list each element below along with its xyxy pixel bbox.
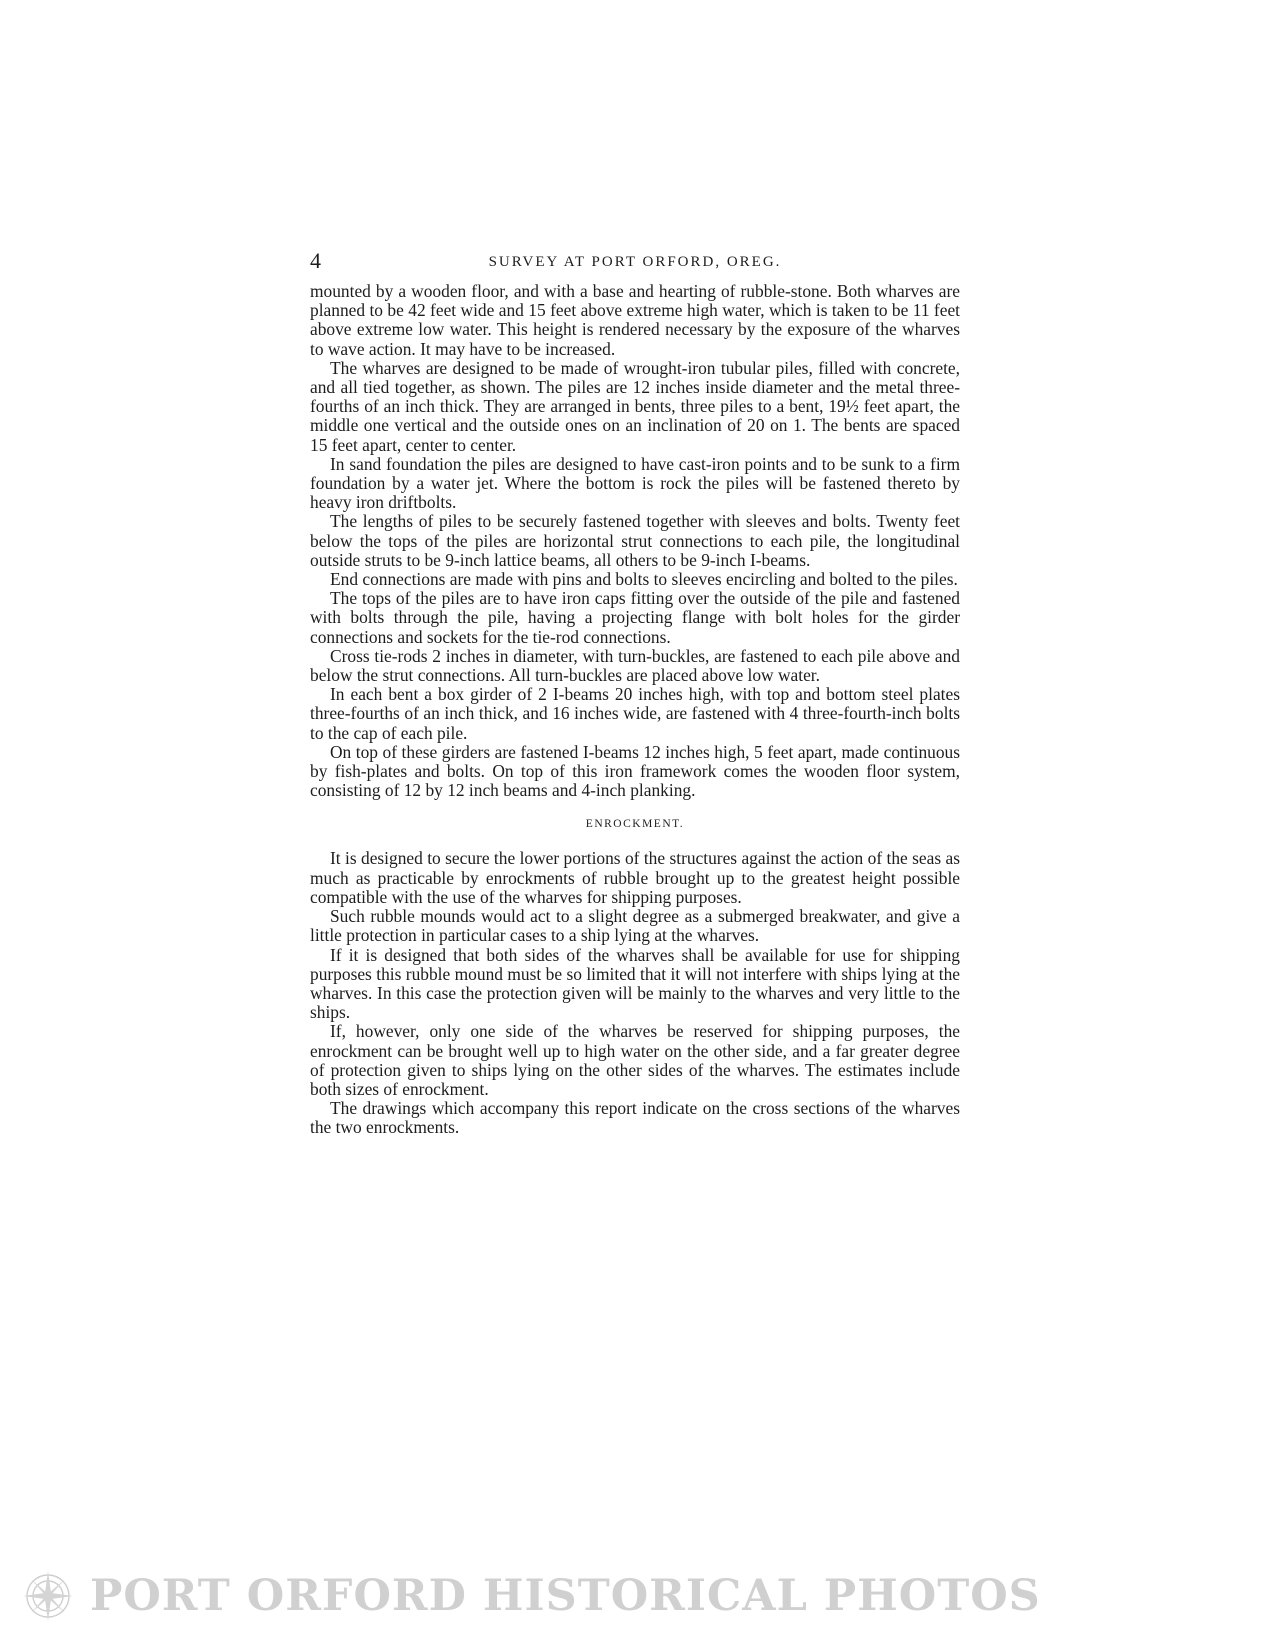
- body-paragraph: In sand foundation the piles are designed to have cast-iron points and to be sunk to a firm foundation by a water jet. Where the bottom is rock the piles will be fastened thereto by heavy iron driftbolts.: [310, 453, 960, 513]
- section-paragraph: The drawings which accompany this report indicate on the cross sections of the wharves the two enrockments.: [310, 1098, 960, 1138]
- body-paragraph: On top of these girders are fastened I-beams 12 inches high, 5 feet apart, made continuous by fish-plates and bolts. On top of this iron framework comes the wooden floor system, consisting of 12 by 12 inch beams and 4-inch planking.: [310, 741, 960, 801]
- section-paragraph: If it is designed that both sides of the wharves shall be available for use for shipping purposes this rubble mound must be so limited that it will not interfere with ships lying at the wharves. In this case the protection given will be mainly to the wharves and very little to the ships.: [310, 944, 960, 1023]
- body-paragraph: End connections are made with pins and bolts to sleeves encircling and bolted to the piles.: [330, 569, 958, 590]
- running-title: SURVEY AT PORT ORFORD, OREG.: [488, 254, 782, 270]
- body-paragraph: mounted by a wooden floor, and with a base and hearting of rubble-stone. Both wharves are planned to be 42 feet wide and 15 feet above extreme high water, which is taken to be 11 feet above extreme low water. This height is rendered necessary by the exposure of the wharves to wave action. It may have to be increased.: [310, 281, 960, 359]
- body-paragraph: In each bent a box girder of 2 I-beams 20 inches high, with top and bottom steel plates three-fourths of an inch thick, and 16 inches wide, are fastened with 4 three-fourth-inch bolts to the cap of each pile.: [310, 684, 960, 743]
- watermark-text: PORT ORFORD HISTORICAL PHOTOS: [90, 1571, 1041, 1621]
- compass-rose-icon: [22, 1570, 74, 1622]
- section-heading: ENROCKMENT.: [585, 818, 685, 831]
- section-paragraph: It is designed to secure the lower portions of the structures against the action of the seas as much as practicable by enrockments of rubble brought up to the greatest height possible compatible with the use of the wharves for shipping purposes.: [310, 848, 960, 907]
- page-number: 4: [310, 248, 321, 273]
- section-paragraph: Such rubble mounds would act to a slight degree as a submerged breakwater, and give a little protection in particular cases to a ship lying at the wharves.: [310, 906, 960, 946]
- body-paragraph: The tops of the piles are to have iron caps fitting over the outside of the pile and fastened with bolts through the pile, having a projecting flange with bolt holes for the girder connections and sockets for the tie-rod connections.: [310, 588, 960, 647]
- running-head: [310, 248, 960, 278]
- page-column: [310, 248, 960, 1138]
- body-paragraph: The wharves are designed to be made of wrought-iron tubular piles, filled with concrete, and all tied together, as shown. The piles are 12 inches inside diameter and the metal three-fourths of an inch thick. They are arranged in bents, three piles to a bent, 19½ feet apart, the middle one vertical and the outside ones on an inclination of 20 on 1. The bents are spaced 15 feet apart, center to center.: [310, 357, 960, 455]
- watermark: [22, 1566, 1041, 1626]
- body-paragraph: The lengths of piles to be securely fastened together with sleeves and bolts. Twenty feet below the tops of the piles are horizontal strut connections to each pile, the longitudinal outside struts to be 9-inch lattice beams, all others to be 9-inch I-beams.: [310, 511, 960, 570]
- body-paragraph: Cross tie-rods 2 inches in diameter, with turn-buckles, are fastened to each pile above and below the strut connections. All turn-buckles are placed above low water.: [310, 645, 960, 686]
- section-paragraph: If, however, only one side of the wharves be reserved for shipping purposes, the enrockment can be brought well up to high water on the other side, and a far greater degree of protection given to ships lying on the other sides of the wharves. The estimates include both sizes of enrockment.: [310, 1021, 960, 1099]
